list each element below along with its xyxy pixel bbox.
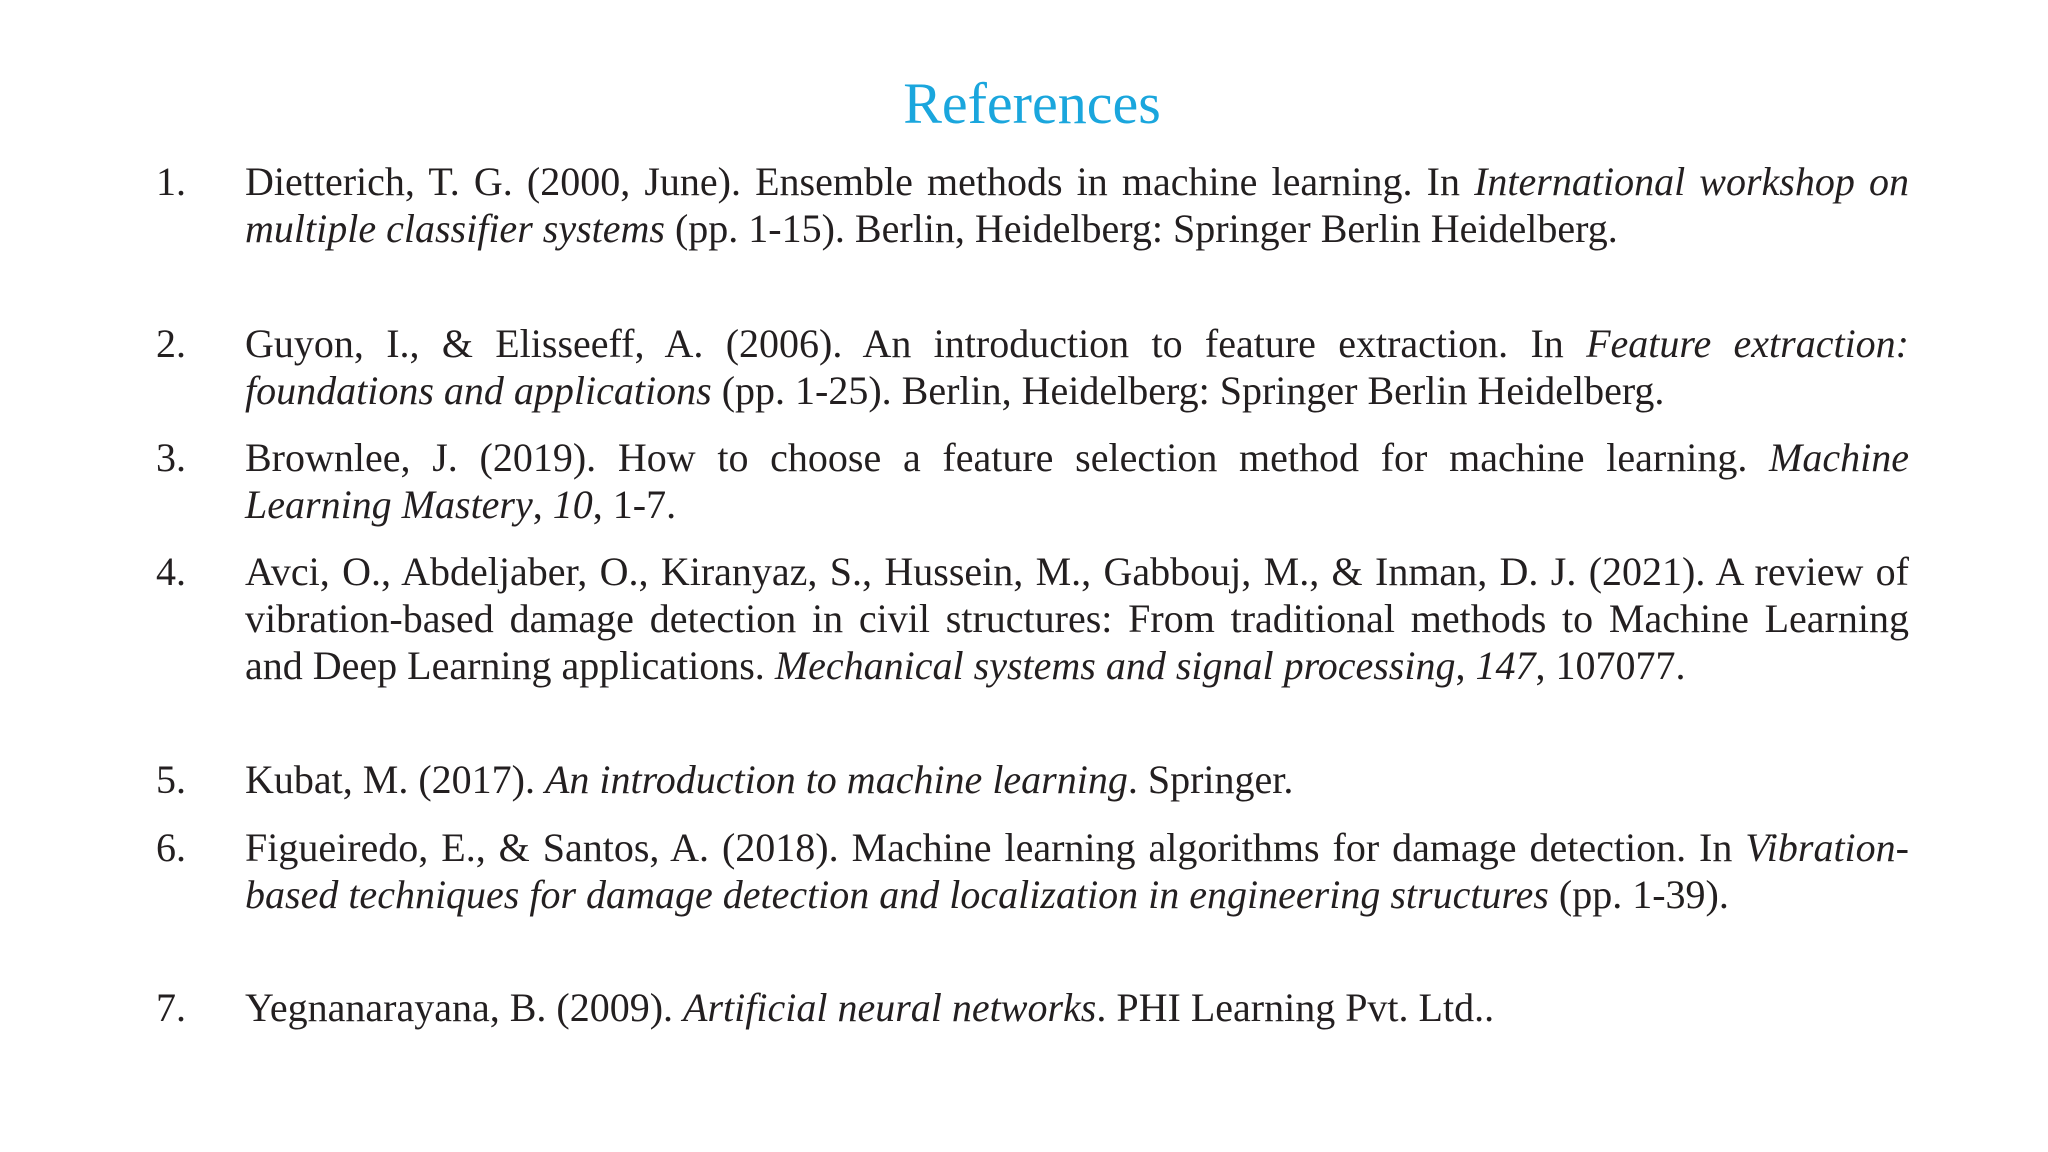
reference-text-italic-part: Machine Learning Mastery [245, 435, 1909, 527]
reference-text-part: Brownlee, J. (2019). How to choose a feature selection method for machine learning. [245, 435, 1770, 480]
reference-text-part: Guyon, I., & Elisseeff, A. (2006). An introduction to feature extraction. In [245, 321, 1587, 366]
reference-text-italic-part: 10 [552, 482, 593, 527]
reference-text-part: Avci, O., Abdeljaber, O., Kiranyaz, S., Hussein, M., Gabbouj, M., & Inman, D. J. (2021). A review of vibration-based damage detection in civil structures: From traditional methods to Machine Learning and Deep Learning applications. [245, 549, 1909, 688]
reference-number: 6. [156, 825, 186, 870]
reference-text-part: . Springer. [1127, 757, 1294, 802]
reference-text-part: Figueiredo, E., & Santos, A. (2018). Machine learning algorithms for damage detection. In [245, 825, 1746, 870]
reference-number: 3. [156, 435, 186, 480]
reference-text-part: (pp. 1-15). Berlin, Heidelberg: Springer Berlin Heidelberg. [664, 206, 1618, 251]
page-title: References [903, 70, 1161, 136]
reference-number: 5. [156, 757, 186, 802]
reference-number: 2. [156, 321, 186, 366]
reference-text [245, 548, 1909, 689]
reference-text-part: (pp. 1-25). Berlin, Heidelberg: Springer Berlin Heidelberg. [711, 368, 1665, 413]
reference-text [245, 824, 1909, 918]
reference-text-part: , 107077. [1535, 643, 1686, 688]
reference-text-part: . PHI Learning Pvt. Ltd.. [1096, 985, 1495, 1030]
reference-text-part: (pp. 1-39). [1548, 872, 1729, 917]
reference-text [245, 320, 1909, 414]
reference-text-italic-part: Feature extraction: foundations and applications [245, 321, 1910, 413]
reference-text-italic-part: Artificial neural networks [683, 985, 1097, 1030]
reference-text-italic-part: International workshop on multiple classifier systems [245, 159, 1909, 251]
reference-text-part: , [532, 482, 553, 527]
reference-text [245, 158, 1909, 252]
reference-text [245, 756, 1909, 803]
reference-text-part: , [1455, 643, 1476, 688]
reference-number: 7. [156, 985, 186, 1030]
reference-text-part: Kubat, M. (2017). [245, 757, 545, 802]
reference-number: 4. [156, 549, 186, 594]
reference-text-italic-part: An introduction to machine learning [544, 757, 1128, 802]
reference-text-italic-part: Mechanical systems and signal processing [774, 643, 1456, 688]
reference-text-part: Dietterich, T. G. (2000, June). Ensemble methods in machine learning. In [245, 159, 1475, 204]
reference-text-italic-part: Vibration-based techniques for damage detection and localization in engineering structures [245, 825, 1909, 917]
reference-number: 1. [156, 159, 186, 204]
reference-text-part: , 1-7. [592, 482, 677, 527]
reference-text [245, 984, 1909, 1031]
reference-text-part: Yegnanarayana, B. (2009). [245, 985, 684, 1030]
reference-text-italic-part: 147 [1475, 643, 1536, 688]
reference-text [245, 434, 1909, 528]
